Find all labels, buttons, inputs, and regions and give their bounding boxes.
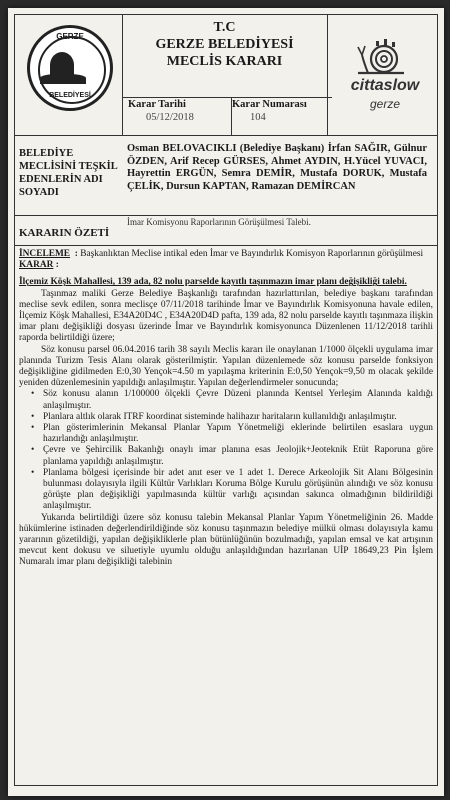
finding-item: • Söz konusu alanın 1/100000 ölçekli Çevre Düzeni planında Kentsel Yerleşim Alanında kaldığı anlaşılmıştır. — [43, 389, 433, 411]
finding-item: • Planlara altlık olarak ITRF koordinat sisteminde halihazır haritaların kullanıldığı anlaşılmıştır. — [43, 412, 433, 423]
findings-list — [19, 389, 433, 512]
inceleme-text: Başkanlıktan Meclise intikal eden İmar ve Bayındırlık Komisyon Raporlarının görüşülmesi — [80, 249, 424, 259]
decision-number-label: Karar Numarası — [232, 99, 307, 110]
decision-number-box — [226, 97, 332, 136]
paragraph-1: Taşınmaz maliki Gerze Belediye Başkanlığı tarafından hazırlattırılan, belediye başkanı tarafından meclise sevk edilen, sonra meclisçe 07/11/2018 tarihinde İmar ve Bayındırlık Komisyonuna havale edilen, İlçemiz Köşk Mahallesi, E34A20D4C , E34A20D4D pafta, 139 ada, 82 nolu parselde kayıtlı taşınmaza ilişkin imar planı değişikliği dosyası üzerinde İmar ve Bayındırlık komisyonunca Düzenlenen 11/12/2018 tarihli raporda belirtildiği üzere; — [19, 288, 433, 344]
decision-date-box — [122, 97, 232, 136]
org-title: GERZE BELEDİYESİ — [155, 37, 294, 52]
seal-bottom-text: BELEDİYESİ — [49, 92, 91, 99]
document-title-block — [122, 15, 327, 70]
gerze-seal-icon — [27, 25, 113, 111]
karar-heading: KARAR : — [19, 260, 59, 271]
decision-date-label: Karar Tarihi — [128, 99, 186, 110]
members-section — [15, 135, 437, 216]
document-frame — [14, 14, 438, 786]
decision-body — [19, 249, 433, 569]
decision-date-value: 05/12/2018 — [146, 112, 194, 123]
cittaslow-city-text: gerze — [369, 97, 401, 111]
document-header — [15, 15, 437, 136]
inceleme-paragraph: İNCELEME : Başkanlıktan Meclise intikal eden İmar ve Bayındırlık Komisyon Raporlarının görüşülmesi — [19, 249, 424, 259]
summary-label: KARARIN ÖZETİ — [19, 227, 110, 239]
subject-title-text: İlçemiz Köşk Mahallesi, 139 ada, 82 nolu parselde kayıtlı taşınmazın imar planı değişikliği talebi. — [19, 277, 407, 288]
karar-label: KARAR — [19, 260, 54, 271]
subject-title — [19, 277, 433, 288]
cittaslow-text: cittaslow — [350, 77, 420, 94]
doc-type-title: MECLİS KARARI — [166, 54, 283, 69]
finding-item: • Plan gösterimlerinin Mekansal Planlar Yapım Yönetmeliği eklerinde belirtilen esaslara uygun hazırlandığı anlaşılmıştır. — [43, 423, 433, 445]
summary-section — [15, 215, 437, 246]
paragraph-2: Söz konusu parsel 06.04.2016 tarih 38 sayılı Meclis kararı ile onaylanan 1/1000 ölçekli uygulama imar planında Turizm Tesis Alanı olarak gösterilmiştir. Yapılan düzenlemede söz konusu parselde fonksiyon değişikliğine gidilmeden E:0,30 Yençok=4.50 m yapılaşma kriterinin E:0,50 Yençok=9,50 m olacak şekilde yeniden düzenlemesinin yapıldığı anlaşılmıştır. Yapılan değerlendirmeler sonucunda; — [19, 344, 433, 389]
members-names: Osman BELOVACIKLI (Belediye Başkanı) İrfan SAĞIR, Gülnur ÖZDEN, Arif Recep GÜRSES, Ahmet AYDIN, H.Yücel YUVACI, Hayrettin ERGÜN, Semra DEMİR, Mustafa DORUK, Mustafa ÇELİK, Dursun KAPTAN, Ramazan DEMİRCAN — [127, 143, 427, 192]
members-label: BELEDİYE MECLİSİNİ TEŞKİL EDENLERİN ADI SOYADI — [19, 148, 118, 198]
decision-number-value: 104 — [250, 112, 266, 123]
finding-item: • Planlama bölgesi içerisinde bir adet anıt eser ve 1 adet 1. Derece Arkeolojik Sit Alanı Bölgesinin bulunması dolayısıyla ilgili Kültür Varlıkları Koruma Bölge Kurulu görüşünün alındığı ve söz konusu görüşte plan değişikliği yapılmasında kültür varlığı açısından sakınca olmadığının bildirildiği anlaşılmıştır. — [43, 468, 433, 513]
paragraph-3: Yukarıda belirtildiği üzere söz konusu talebin Mekansal Planlar Yapım Yönetmeliğinin 26. Madde hükümlerine istinaden değerlendirildiğinde söz konusu taşınmazın belediye mülkü olması dolayısıyla kamu yararının gözetildiği, yapılan değişikliklerle plan bütünlüğünün bozulmadığı, yapılan emsal ve kat artışının mevcut kent dokusu ve siluetiyle uyumlu olduğu anlaşıldığından hazırlanan UİP 18649,23 Pin İşlem Numaralı imar planı değişikliği talebinin — [19, 512, 433, 568]
document-page — [8, 8, 444, 796]
country-title: T.C — [213, 20, 236, 35]
cittaslow-snail-icon — [354, 37, 406, 77]
municipality-logo-cell — [15, 15, 123, 135]
inceleme-label: İNCELEME — [19, 249, 71, 259]
summary-text: İmar Komisyonu Raporlarının Görüşülmesi Talebi. — [127, 217, 311, 227]
seal-top-text: GERZE — [56, 32, 84, 41]
cittaslow-logo-cell — [327, 15, 438, 135]
finding-item: • Çevre ve Şehircilik Bakanlığı onaylı imar planına esas Jeolojik+Jeoteknik Etüt Raporuna göre planlama yapıldığı anlaşılmıştır. — [43, 445, 433, 467]
